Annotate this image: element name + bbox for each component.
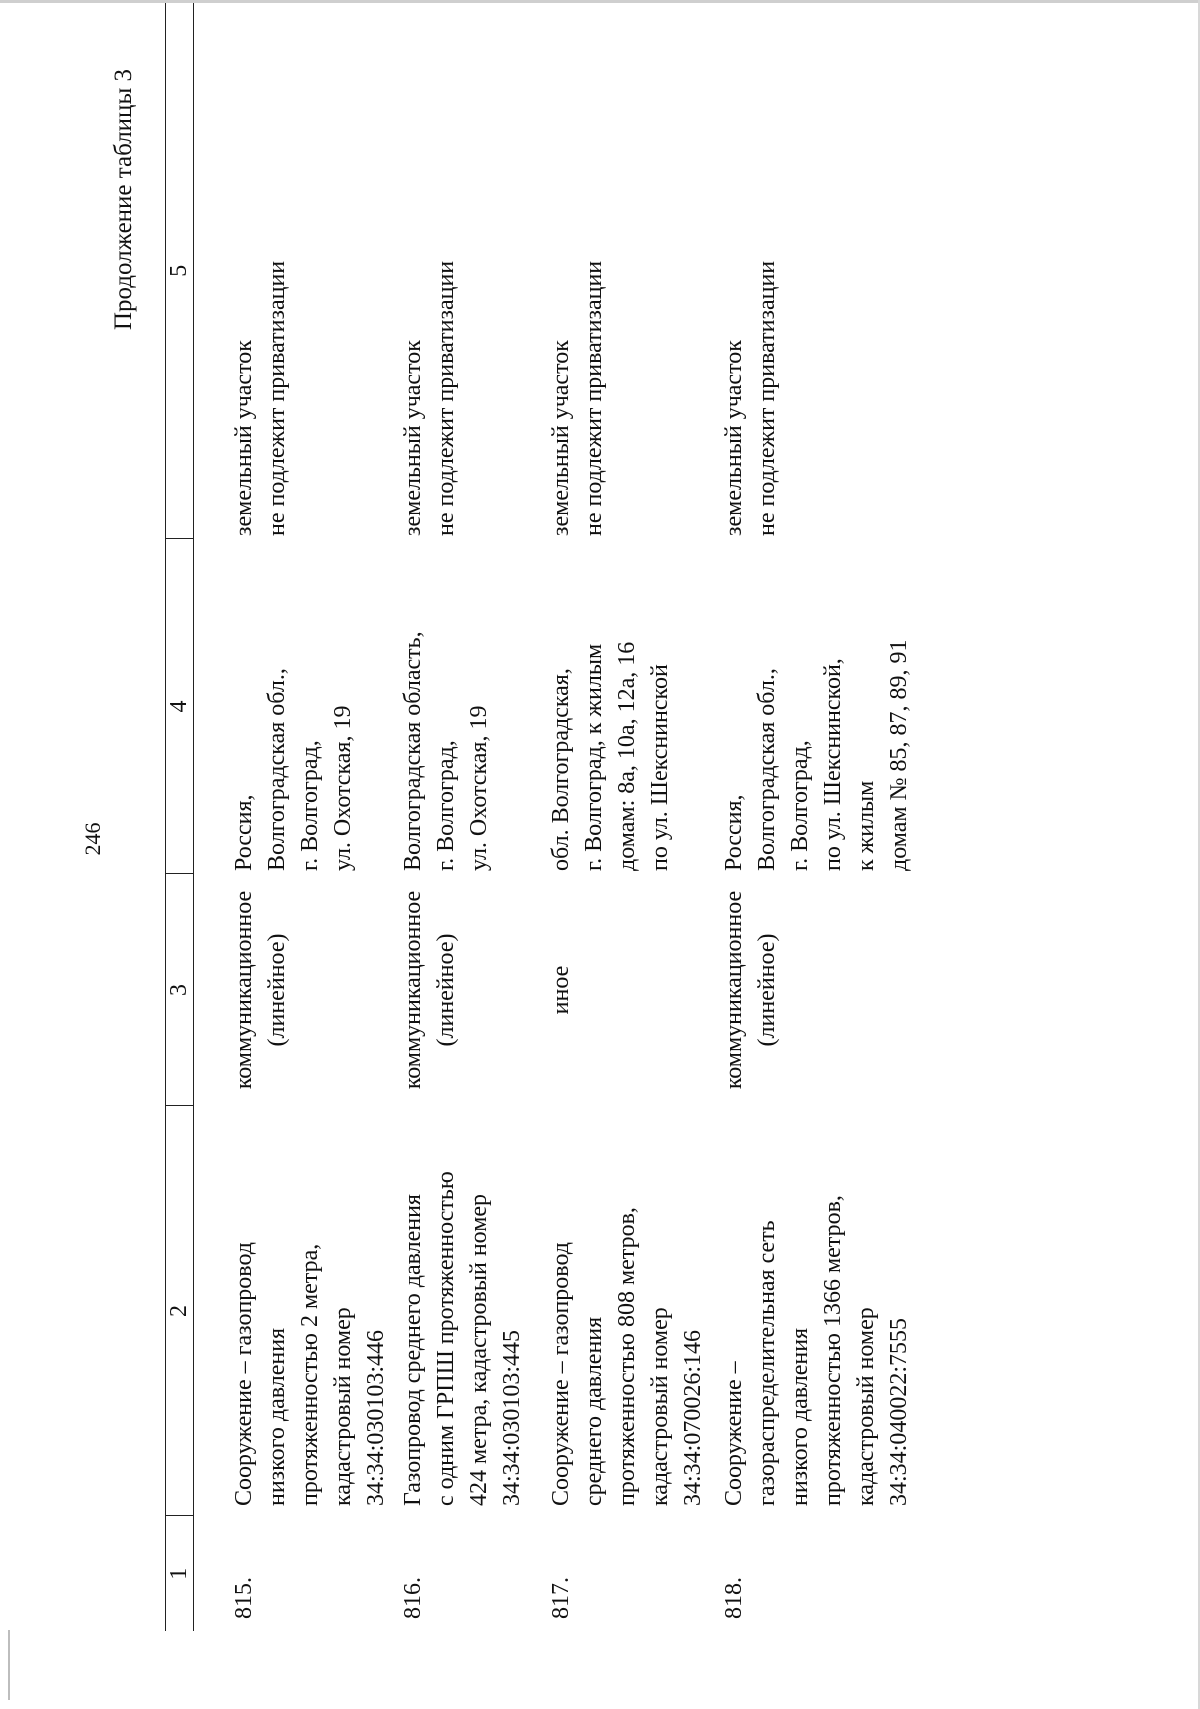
object-type bbox=[710, 874, 918, 1106]
row-number: 816. bbox=[400, 1577, 426, 1619]
object-type-line: коммуникационное bbox=[400, 890, 426, 1090]
address-line: домам № 85, 87, 89, 91 bbox=[886, 639, 912, 871]
address-line: Волгоградская обл., bbox=[754, 668, 780, 871]
table-continuation-label: Продолжение таблицы 3 bbox=[110, 69, 137, 331]
object-name-line: Сооружение – bbox=[721, 1361, 747, 1506]
object-name-line: низкого давления bbox=[787, 1327, 813, 1506]
property-table bbox=[165, 3, 918, 1631]
object-name bbox=[393, 1106, 537, 1516]
address-line: Волгоградская область, bbox=[400, 631, 426, 871]
object-type-line: коммуникационное bbox=[721, 890, 747, 1090]
object-name-line: 34:34:070026:146 bbox=[680, 1329, 706, 1506]
object-name-line: 34:34:030103:445 bbox=[499, 1329, 525, 1506]
object-type bbox=[393, 874, 537, 1106]
object-note bbox=[710, 3, 918, 539]
object-name-line: газораспределительная сеть bbox=[754, 1220, 780, 1506]
note-line: земельный участок bbox=[231, 340, 257, 536]
object-name-line: с одним ГРПШ протяженностью bbox=[433, 1171, 459, 1506]
header-col-2: 2 bbox=[166, 1106, 194, 1516]
address-line: по ул. Шекснинской, bbox=[820, 658, 846, 871]
address-line: домам: 8а, 10а, 12а, 16 bbox=[614, 641, 640, 871]
address-line: г. Волгоград, bbox=[297, 740, 323, 871]
object-name bbox=[710, 1106, 918, 1516]
table-row bbox=[537, 3, 710, 1631]
note-line: не подлежит приватизации bbox=[264, 260, 290, 536]
object-type-line: (линейное) bbox=[264, 933, 290, 1047]
object-name-line: кадастровый номер bbox=[330, 1307, 356, 1506]
note-line: не подлежит приватизации bbox=[754, 260, 780, 536]
address-line: ул. Охотская, 19 bbox=[330, 705, 356, 871]
header-col-1: 1 bbox=[166, 1516, 194, 1631]
table-row bbox=[194, 3, 394, 1631]
note-line: земельный участок bbox=[548, 340, 574, 536]
object-type-line: (линейное) bbox=[433, 933, 459, 1047]
address-line: по ул. Шекснинской bbox=[647, 664, 673, 871]
header-col-4: 4 bbox=[166, 539, 194, 874]
object-address bbox=[194, 539, 394, 874]
object-name-line: протяженностью 1366 метров, bbox=[820, 1195, 846, 1506]
page-number: 246 bbox=[80, 822, 105, 856]
object-name-line: кадастровый номер bbox=[853, 1307, 879, 1506]
note-line: земельный участок bbox=[400, 340, 426, 536]
address-line: Волгоградская обл., bbox=[264, 668, 290, 871]
object-name-line: 424 метра, кадастровый номер bbox=[466, 1193, 492, 1506]
object-name-line: 34:34:040022:7555 bbox=[886, 1317, 912, 1506]
object-name-line: Сооружение – газопровод bbox=[231, 1242, 257, 1506]
object-name-line: протяженностью 2 метра, bbox=[297, 1243, 323, 1506]
object-name bbox=[194, 1106, 394, 1516]
object-note bbox=[537, 3, 710, 539]
note-line: не подлежит приватизации bbox=[581, 260, 607, 536]
header-col-3: 3 bbox=[166, 874, 194, 1106]
address-line: Россия, bbox=[231, 794, 257, 871]
header-col-5: 5 bbox=[166, 3, 194, 539]
header-row bbox=[166, 3, 194, 1631]
table-row bbox=[710, 3, 918, 1631]
object-name-line: кадастровый номер bbox=[647, 1307, 673, 1506]
row-number: 815. bbox=[231, 1577, 257, 1619]
object-type bbox=[194, 874, 394, 1106]
address-line: обл. Волгоградская, bbox=[548, 668, 574, 871]
object-name-line: 34:34:030103:446 bbox=[363, 1329, 389, 1506]
object-name-line: Газопровод среднего давления bbox=[400, 1194, 426, 1506]
row-number: 818. bbox=[721, 1577, 747, 1619]
address-line: г. Волгоград, к жилым bbox=[581, 643, 607, 871]
object-name-line: среднего давления bbox=[581, 1316, 607, 1506]
object-name bbox=[537, 1106, 710, 1516]
address-line: к жилым bbox=[853, 780, 879, 871]
object-address bbox=[393, 539, 537, 874]
note-line: земельный участок bbox=[721, 340, 747, 536]
address-line: г. Волгоград, bbox=[787, 740, 813, 871]
object-note bbox=[194, 3, 394, 539]
object-name-line: протяженностью 808 метров, bbox=[614, 1207, 640, 1506]
object-type-line: иное bbox=[548, 965, 574, 1015]
table-row bbox=[393, 3, 537, 1631]
object-type bbox=[537, 874, 710, 1106]
object-type-line: (линейное) bbox=[754, 933, 780, 1047]
address-line: Россия, bbox=[721, 794, 747, 871]
object-address bbox=[710, 539, 918, 874]
note-line: не подлежит приватизации bbox=[433, 260, 459, 536]
object-name-line: Сооружение – газопровод bbox=[548, 1242, 574, 1506]
object-name-line: низкого давления bbox=[264, 1327, 290, 1506]
address-line: г. Волгоград, bbox=[433, 740, 459, 871]
row-number: 817. bbox=[548, 1577, 574, 1619]
object-type-line: коммуникационное bbox=[231, 890, 257, 1090]
address-line: ул. Охотская, 19 bbox=[466, 705, 492, 871]
object-note bbox=[393, 3, 537, 539]
object-address bbox=[537, 539, 710, 874]
